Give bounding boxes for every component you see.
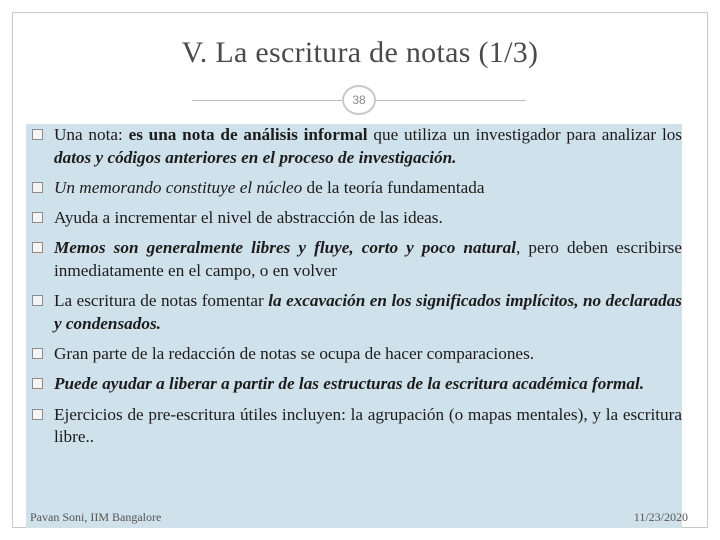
footer-author: Pavan Soni, IIM Bangalore <box>30 510 162 524</box>
bullet-item <box>30 290 682 335</box>
bullet-text: Ayuda a incrementar el nivel de abstracción de las ideas. <box>54 208 443 228</box>
bullet-item <box>30 237 682 282</box>
bullet-text: La escritura de notas fomentar <box>54 291 269 311</box>
checkbox-bullet-icon <box>32 409 43 420</box>
bullet-text-bold: es una nota de análisis informal <box>128 125 368 144</box>
checkbox-bullet-icon <box>32 129 43 140</box>
bullet-item <box>30 343 682 366</box>
bullet-text-emphasis: la excavación en los significados implícitos, no declaradas y condensados. <box>54 291 682 333</box>
bullet-item <box>30 207 682 230</box>
checkbox-bullet-icon <box>32 348 43 359</box>
bullet-item <box>30 177 682 200</box>
checkbox-bullet-icon <box>32 378 43 389</box>
bullet-item <box>30 373 682 396</box>
bullet-text: Ejercicios de pre-escritura útiles incluyen: la agrupación (o mapas mentales), y la escritura libre.. <box>54 404 682 447</box>
bullet-text: Una nota: <box>54 125 129 144</box>
bullet-list <box>30 124 682 449</box>
bullet-text-emphasis: datos y códigos anteriores en el proceso de investigación. <box>54 147 457 167</box>
checkbox-bullet-icon <box>32 295 43 306</box>
bullet-text-italic: Un memorando constituye el núcleo <box>54 177 303 197</box>
bullet-item <box>30 404 682 449</box>
bullet-text-emphasis: Puede ayudar a liberar a partir de las estructuras de la escritura académica formal. <box>54 374 645 394</box>
checkbox-bullet-icon <box>32 182 43 193</box>
bullet-text: de la teoría fundamentada <box>302 177 485 197</box>
bullet-item <box>30 124 682 169</box>
footer-date: 11/23/2020 <box>633 510 688 524</box>
checkbox-bullet-icon <box>32 242 43 253</box>
bullet-text-emphasis: Memos son generalmente libres y fluye, corto y poco natural <box>54 238 516 258</box>
slide-title: V. La escritura de notas (1/3) <box>181 36 539 69</box>
bullet-text: Gran parte de la redacción de notas se ocupa de hacer comparaciones. <box>54 344 535 364</box>
bullet-text: , pero deben escribirse inmediatamente en el campo, o en volver <box>54 238 682 281</box>
checkbox-bullet-icon <box>32 212 43 223</box>
bullet-text: que utiliza un investigador para analizar los <box>367 125 682 144</box>
slide-number-badge: 38 <box>342 85 376 115</box>
